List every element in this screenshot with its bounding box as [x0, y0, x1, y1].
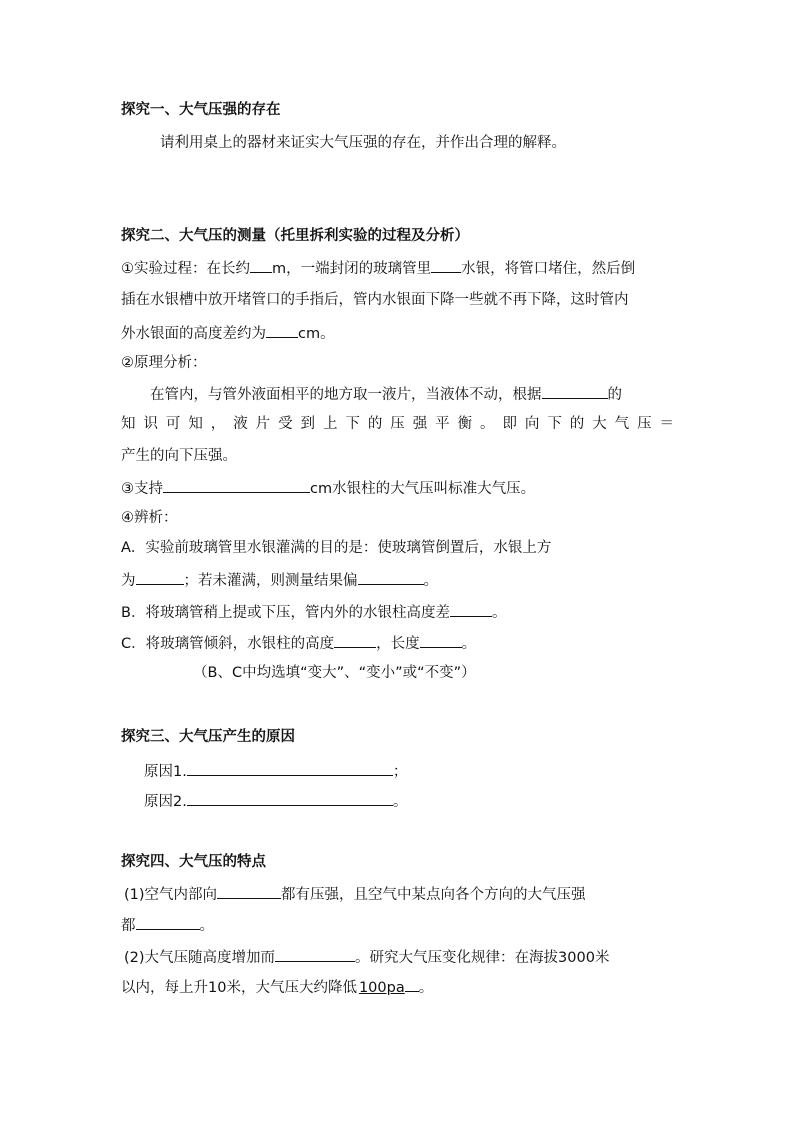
text-segment: 原因1. — [144, 764, 187, 780]
char: 即 — [502, 416, 517, 432]
text-segment: cm水银柱的大气压叫标准大气压。 — [310, 481, 536, 497]
s2-line-A: A．实验前玻璃管里水银灌满的目的是：使玻璃管倒置后，水银上方 — [121, 540, 552, 556]
char: 液 — [233, 416, 248, 432]
blank-principle-knowledge[interactable] — [542, 383, 608, 399]
text-segment: 。 — [418, 980, 434, 996]
char: 压 — [390, 416, 405, 432]
text-segment: 为 — [121, 573, 136, 589]
blank-column-length[interactable] — [420, 632, 462, 648]
char: 下 — [547, 416, 562, 432]
text-segment: ③支持 — [121, 481, 163, 497]
text-segment: ，长度 — [376, 636, 420, 652]
char: 的 — [367, 416, 383, 432]
blank-air-direction[interactable] — [217, 883, 281, 899]
text-segment: 。 — [392, 794, 408, 810]
char: 强 — [412, 416, 428, 432]
s4-line-3 — [124, 946, 684, 968]
section1-title: 探究一、大气压强的存在 — [121, 102, 281, 118]
section4-title: 探究四、大气压的特点 — [121, 854, 266, 870]
text-segment: 。研究大气压变化规律：在海拔3000米 — [355, 950, 610, 966]
char: 大 — [592, 416, 607, 432]
blank-altitude-change[interactable] — [275, 946, 355, 962]
char: 气 — [614, 416, 630, 432]
text-segment: (2)大气压随高度增加而 — [124, 950, 276, 966]
s4-line-2 — [121, 914, 681, 936]
char: 下 — [345, 416, 360, 432]
char: 知 — [188, 416, 203, 432]
blank-column-height[interactable] — [334, 632, 376, 648]
text-segment: 在管内，与管外液面相平的地方取一液片，当液体不动，根据 — [150, 387, 542, 403]
text-segment: 都 — [121, 918, 136, 934]
blank-pressure-equal[interactable] — [136, 914, 200, 930]
text-segment: 。 — [199, 918, 214, 934]
text-segment: 外水银面的高度差约为 — [121, 326, 266, 342]
blank-tube-length[interactable] — [250, 257, 272, 273]
blank-reason-2[interactable] — [187, 790, 393, 806]
char: 到 — [300, 416, 315, 432]
s2-line-C — [121, 632, 681, 654]
s2-line-8 — [121, 477, 681, 499]
text-segment: 水银，将管口堵住，然后倒 — [461, 261, 636, 277]
text-segment: (1)空气内部向 — [124, 887, 218, 903]
text-segment: 的 — [607, 387, 622, 403]
blank-standard-pressure-cm[interactable] — [163, 477, 310, 493]
char: 平 — [435, 416, 450, 432]
text-segment: 。 — [491, 605, 507, 621]
s4-line-4 — [121, 976, 681, 998]
text-segment: 原因2. — [144, 794, 187, 810]
char: 上 — [322, 416, 338, 432]
blank-height-difference[interactable] — [266, 322, 298, 338]
section2-title: 探究二、大气压的测量（托里拆利实验的过程及分析） — [121, 228, 469, 244]
char: 压 — [637, 416, 652, 432]
text-segment: 。 — [461, 636, 477, 652]
blank-measurement-bias[interactable] — [358, 569, 424, 585]
char: 识 — [143, 416, 158, 432]
text-segment: 以内，每上升10米，大气压大约降低 — [121, 980, 357, 996]
char: 。 — [480, 416, 495, 432]
text-segment: ①实验过程：在长约 — [121, 261, 250, 277]
s2-line-7: 产生的向下压强。 — [121, 448, 237, 464]
s2-line-3 — [121, 322, 681, 344]
s2-line-B — [121, 601, 681, 623]
text-segment: C．将玻璃管倾斜，水银柱的高度 — [121, 636, 335, 652]
answer-100pa: 100pa — [358, 980, 405, 996]
blank-height-diff-change[interactable] — [450, 601, 492, 617]
section1-body: 请利用桌上的器材来证实大气压强的存在，并作出合理的解释。 — [160, 135, 566, 151]
s2-line-2: 插在水银槽中放开堵管口的手指后，管内水银面下降一些就不再下降，这时管内 — [121, 292, 629, 308]
s2-line-5 — [150, 383, 710, 405]
text-segment: ；若未灌满，则测量结果偏 — [183, 573, 358, 589]
char: ， — [210, 416, 226, 432]
s2-note: （B、C中均选填“变大”、“变小”或“不变”） — [193, 665, 476, 681]
s4-line-1 — [124, 883, 684, 905]
s2-line-4: ②原理分析： — [121, 355, 207, 371]
s2-line-A2 — [121, 569, 681, 591]
text-segment: cm。 — [298, 326, 335, 342]
blank-mercury-amount[interactable] — [431, 257, 461, 273]
char: 可 — [165, 416, 181, 432]
char: 衡 — [457, 416, 473, 432]
text-segment: ； — [392, 764, 408, 780]
char: 片 — [255, 416, 271, 432]
text-segment: B．将玻璃管稍上提或下压，管内外的水银柱高度差 — [121, 605, 450, 621]
blank-above-mercury[interactable] — [136, 569, 184, 585]
blank-reason-1[interactable] — [187, 760, 393, 776]
char: 知 — [121, 416, 136, 432]
text-segment: 都有压强，且空气中某点向各个方向的大气压强 — [281, 887, 586, 903]
section3-title: 探究三、大气压产生的原因 — [121, 729, 295, 745]
char: 受 — [278, 416, 293, 432]
s2-line-6 — [121, 414, 674, 434]
text-segment: m，一端封闭的玻璃管里 — [272, 261, 432, 277]
text-segment: 。 — [423, 573, 438, 589]
char: 的 — [569, 416, 585, 432]
underline-tail — [405, 976, 419, 992]
s2-line-1 — [121, 257, 681, 279]
char: 向 — [524, 416, 540, 432]
char: ＝ — [659, 416, 674, 432]
reason-1 — [144, 760, 704, 782]
s2-line-9: ④辨析： — [121, 510, 178, 526]
reason-2 — [144, 790, 704, 812]
